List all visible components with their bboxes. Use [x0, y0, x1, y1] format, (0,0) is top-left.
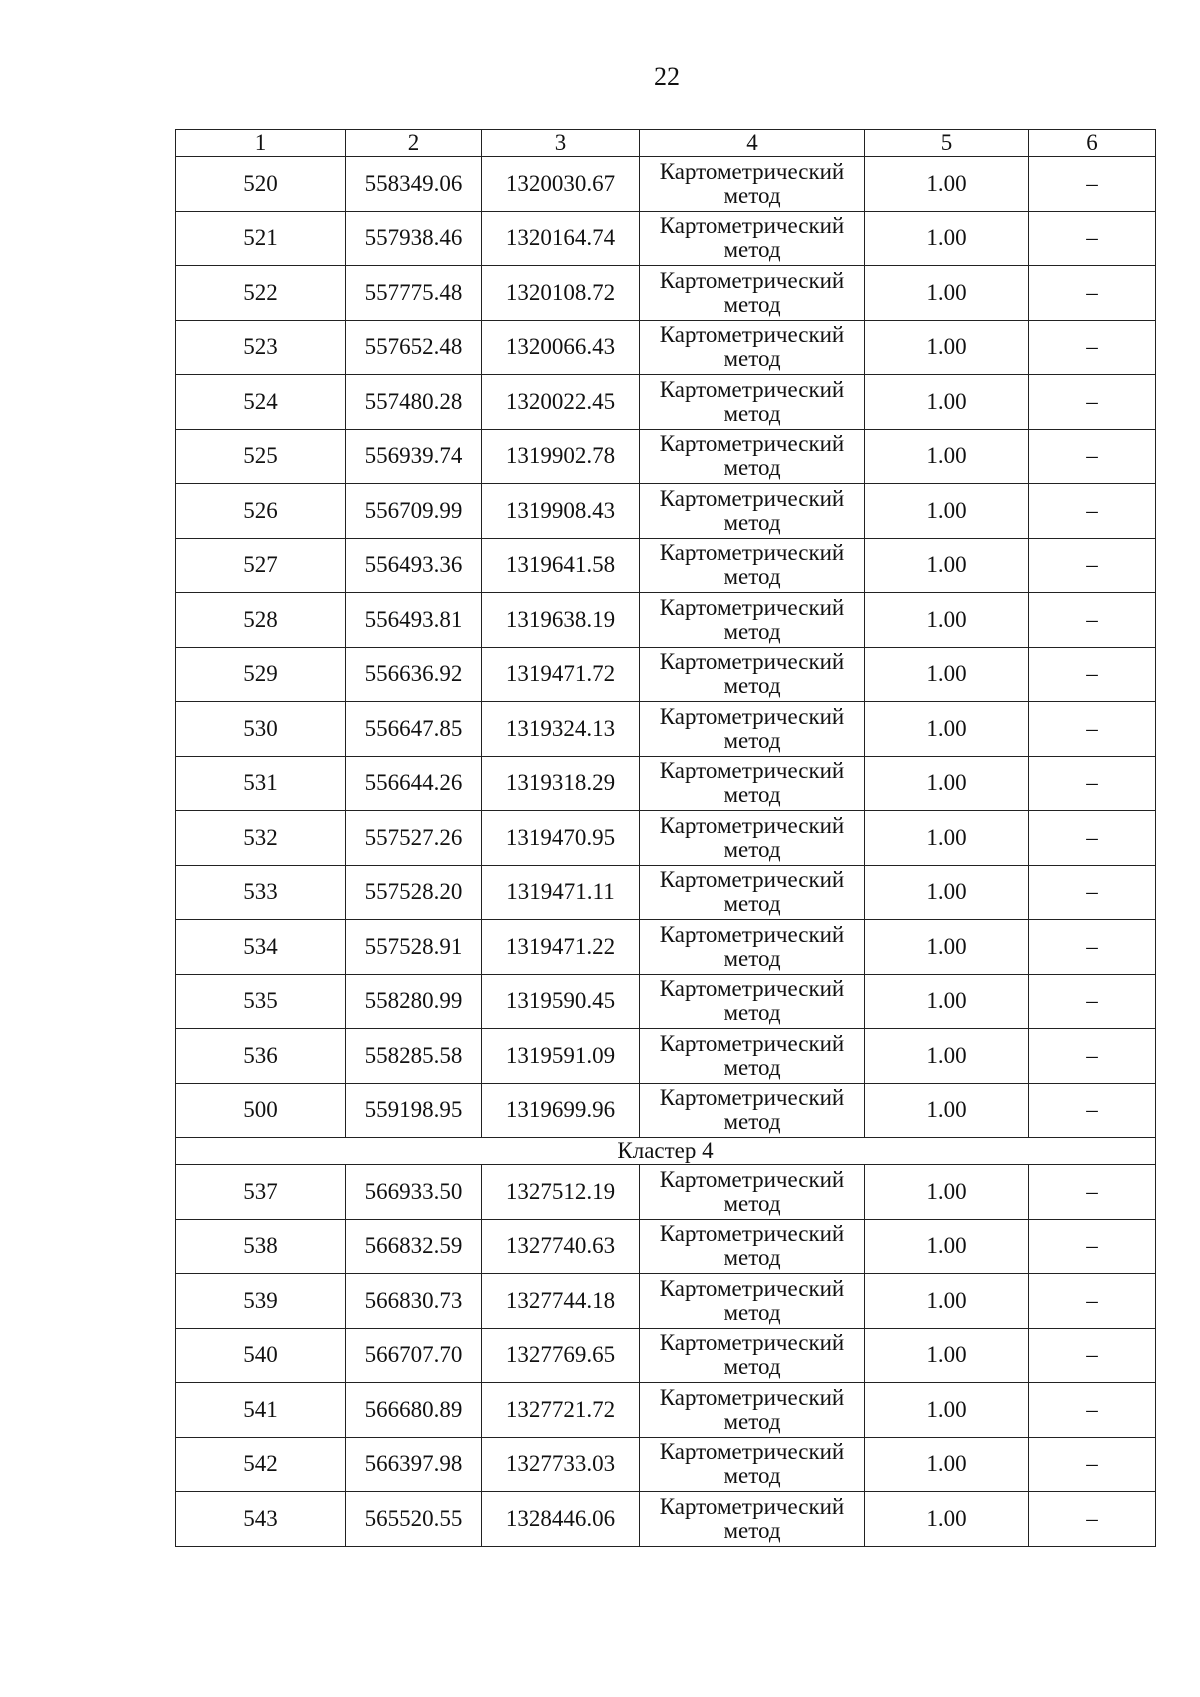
- method-line-1: Картометрический: [659, 267, 845, 293]
- accuracy-cell: 1.00: [865, 1383, 1029, 1438]
- table-row: [176, 211, 1156, 266]
- column-header: 6: [1029, 130, 1156, 157]
- method-line-2: метод: [723, 1408, 781, 1434]
- accuracy-cell: 1.00: [865, 1274, 1029, 1329]
- note-cell: –: [1029, 538, 1156, 593]
- note-cell: –: [1029, 920, 1156, 975]
- note-cell: –: [1029, 429, 1156, 484]
- point-number-cell: 536: [176, 1029, 346, 1084]
- x-coordinate-cell: 558349.06: [346, 157, 482, 212]
- table-row: [176, 1328, 1156, 1383]
- coordinates-table: [175, 129, 1156, 1547]
- point-number-cell: 532: [176, 811, 346, 866]
- method-cell: [640, 811, 865, 866]
- method-line-1: Картометрический: [659, 921, 845, 947]
- page-number: 22: [654, 62, 680, 91]
- x-coordinate-cell: 557527.26: [346, 811, 482, 866]
- y-coordinate-cell: 1319471.11: [482, 865, 640, 920]
- point-number-cell: 539: [176, 1274, 346, 1329]
- method-line-1: Картометрический: [659, 485, 845, 511]
- x-coordinate-cell: 557775.48: [346, 266, 482, 321]
- coordinates-table-body: [176, 130, 1156, 1547]
- point-number-cell: 523: [176, 320, 346, 375]
- x-coordinate-cell: 557528.20: [346, 865, 482, 920]
- method-line-2: метод: [723, 564, 781, 590]
- y-coordinate-cell: 1319699.96: [482, 1083, 640, 1138]
- accuracy-cell: 1.00: [865, 1083, 1029, 1138]
- method-line-1: Картометрический: [659, 1085, 845, 1111]
- note-cell: –: [1029, 1029, 1156, 1084]
- method-line-2: метод: [723, 1054, 781, 1080]
- x-coordinate-cell: 558285.58: [346, 1029, 482, 1084]
- accuracy-cell: 1.00: [865, 920, 1029, 975]
- method-cell: [640, 1274, 865, 1329]
- table-row: [176, 1083, 1156, 1138]
- column-header: 5: [865, 130, 1029, 157]
- accuracy-cell: 1.00: [865, 375, 1029, 430]
- method-cell: [640, 1437, 865, 1492]
- method-cell: [640, 1383, 865, 1438]
- accuracy-cell: 1.00: [865, 647, 1029, 702]
- method-line-2: метод: [723, 509, 781, 535]
- point-number-cell: 538: [176, 1219, 346, 1274]
- method-cell: [640, 211, 865, 266]
- point-number-cell: 522: [176, 266, 346, 321]
- method-cell: [640, 320, 865, 375]
- accuracy-cell: 1.00: [865, 1328, 1029, 1383]
- accuracy-cell: 1.00: [865, 702, 1029, 757]
- accuracy-cell: 1.00: [865, 1029, 1029, 1084]
- method-line-1: Картометрический: [659, 976, 845, 1002]
- note-cell: –: [1029, 1437, 1156, 1492]
- table-row: [176, 320, 1156, 375]
- accuracy-cell: 1.00: [865, 538, 1029, 593]
- y-coordinate-cell: 1319470.95: [482, 811, 640, 866]
- method-line-2: метод: [723, 1517, 781, 1543]
- method-cell: [640, 1165, 865, 1220]
- method-cell: [640, 429, 865, 484]
- method-line-1: Картометрический: [659, 1330, 845, 1356]
- method-line-1: Картометрический: [659, 703, 845, 729]
- point-number-cell: 529: [176, 647, 346, 702]
- y-coordinate-cell: 1319591.09: [482, 1029, 640, 1084]
- x-coordinate-cell: 566397.98: [346, 1437, 482, 1492]
- accuracy-cell: 1.00: [865, 1437, 1029, 1492]
- y-coordinate-cell: 1327721.72: [482, 1383, 640, 1438]
- method-line-1: Картометрический: [659, 1166, 845, 1192]
- method-line-2: метод: [723, 782, 781, 808]
- y-coordinate-cell: 1328446.06: [482, 1492, 640, 1547]
- method-line-1: Картометрический: [659, 376, 845, 402]
- x-coordinate-cell: 559198.95: [346, 1083, 482, 1138]
- table-row: [176, 593, 1156, 648]
- x-coordinate-cell: 557652.48: [346, 320, 482, 375]
- note-cell: –: [1029, 702, 1156, 757]
- method-line-1: Картометрический: [659, 812, 845, 838]
- x-coordinate-cell: 556709.99: [346, 484, 482, 539]
- note-cell: –: [1029, 266, 1156, 321]
- column-header: 3: [482, 130, 640, 157]
- note-cell: –: [1029, 484, 1156, 539]
- method-cell: [640, 538, 865, 593]
- method-cell: [640, 1219, 865, 1274]
- point-number-cell: 540: [176, 1328, 346, 1383]
- table-row: [176, 375, 1156, 430]
- point-number-cell: 531: [176, 756, 346, 811]
- note-cell: –: [1029, 375, 1156, 430]
- note-cell: –: [1029, 1165, 1156, 1220]
- table-header-row: [176, 130, 1156, 157]
- note-cell: –: [1029, 1492, 1156, 1547]
- method-line-2: метод: [723, 1245, 781, 1271]
- note-cell: –: [1029, 157, 1156, 212]
- point-number-cell: 537: [176, 1165, 346, 1220]
- point-number-cell: 534: [176, 920, 346, 975]
- x-coordinate-cell: 558280.99: [346, 974, 482, 1029]
- note-cell: –: [1029, 1383, 1156, 1438]
- accuracy-cell: 1.00: [865, 484, 1029, 539]
- method-line-1: Картометрический: [659, 649, 845, 675]
- cluster-heading-row: [176, 1138, 1156, 1165]
- table-row: [176, 1437, 1156, 1492]
- accuracy-cell: 1.00: [865, 266, 1029, 321]
- method-line-2: метод: [723, 346, 781, 372]
- x-coordinate-cell: 566832.59: [346, 1219, 482, 1274]
- method-line-2: метод: [723, 400, 781, 426]
- table-row: [176, 756, 1156, 811]
- accuracy-cell: 1.00: [865, 429, 1029, 484]
- column-header: 2: [346, 130, 482, 157]
- y-coordinate-cell: 1327733.03: [482, 1437, 640, 1492]
- x-coordinate-cell: 566830.73: [346, 1274, 482, 1329]
- table-row: [176, 1492, 1156, 1547]
- accuracy-cell: 1.00: [865, 865, 1029, 920]
- method-line-2: метод: [723, 182, 781, 208]
- point-number-cell: 541: [176, 1383, 346, 1438]
- method-line-1: Картометрический: [659, 1030, 845, 1056]
- table-row: [176, 1029, 1156, 1084]
- note-cell: –: [1029, 1274, 1156, 1329]
- x-coordinate-cell: 566707.70: [346, 1328, 482, 1383]
- method-line-2: метод: [723, 1354, 781, 1380]
- point-number-cell: 542: [176, 1437, 346, 1492]
- y-coordinate-cell: 1320022.45: [482, 375, 640, 430]
- method-cell: [640, 920, 865, 975]
- x-coordinate-cell: 556493.81: [346, 593, 482, 648]
- point-number-cell: 527: [176, 538, 346, 593]
- method-line-1: Картометрический: [659, 867, 845, 893]
- note-cell: –: [1029, 1219, 1156, 1274]
- point-number-cell: 526: [176, 484, 346, 539]
- x-coordinate-cell: 556939.74: [346, 429, 482, 484]
- table-row: [176, 1383, 1156, 1438]
- point-number-cell: 530: [176, 702, 346, 757]
- method-line-2: метод: [723, 1463, 781, 1489]
- accuracy-cell: 1.00: [865, 593, 1029, 648]
- y-coordinate-cell: 1320066.43: [482, 320, 640, 375]
- y-coordinate-cell: 1319641.58: [482, 538, 640, 593]
- accuracy-cell: 1.00: [865, 811, 1029, 866]
- accuracy-cell: 1.00: [865, 157, 1029, 212]
- note-cell: –: [1029, 865, 1156, 920]
- accuracy-cell: 1.00: [865, 320, 1029, 375]
- method-line-2: метод: [723, 237, 781, 263]
- method-line-2: метод: [723, 1190, 781, 1216]
- accuracy-cell: 1.00: [865, 1219, 1029, 1274]
- accuracy-cell: 1.00: [865, 1165, 1029, 1220]
- note-cell: –: [1029, 320, 1156, 375]
- method-line-2: метод: [723, 291, 781, 317]
- x-coordinate-cell: 557480.28: [346, 375, 482, 430]
- point-number-cell: 528: [176, 593, 346, 648]
- table-row: [176, 1165, 1156, 1220]
- note-cell: –: [1029, 593, 1156, 648]
- x-coordinate-cell: 566680.89: [346, 1383, 482, 1438]
- table-row: [176, 865, 1156, 920]
- method-line-1: Картометрический: [659, 594, 845, 620]
- method-cell: [640, 756, 865, 811]
- accuracy-cell: 1.00: [865, 756, 1029, 811]
- note-cell: –: [1029, 756, 1156, 811]
- method-line-2: метод: [723, 1000, 781, 1026]
- accuracy-cell: 1.00: [865, 1492, 1029, 1547]
- point-number-cell: 533: [176, 865, 346, 920]
- method-line-1: Картометрический: [659, 1275, 845, 1301]
- x-coordinate-cell: 557938.46: [346, 211, 482, 266]
- method-line-1: Картометрический: [659, 322, 845, 348]
- y-coordinate-cell: 1319902.78: [482, 429, 640, 484]
- method-line-1: Картометрический: [659, 1439, 845, 1465]
- table-row: [176, 811, 1156, 866]
- method-line-2: метод: [723, 891, 781, 917]
- point-number-cell: 524: [176, 375, 346, 430]
- y-coordinate-cell: 1319471.22: [482, 920, 640, 975]
- column-header: 1: [176, 130, 346, 157]
- method-cell: [640, 974, 865, 1029]
- note-cell: –: [1029, 647, 1156, 702]
- method-line-1: Картометрический: [659, 431, 845, 457]
- method-cell: [640, 1328, 865, 1383]
- y-coordinate-cell: 1320108.72: [482, 266, 640, 321]
- point-number-cell: 535: [176, 974, 346, 1029]
- method-line-1: Картометрический: [659, 1384, 845, 1410]
- table-row: [176, 1274, 1156, 1329]
- method-cell: [640, 593, 865, 648]
- method-cell: [640, 1083, 865, 1138]
- note-cell: –: [1029, 974, 1156, 1029]
- y-coordinate-cell: 1327512.19: [482, 1165, 640, 1220]
- note-cell: –: [1029, 1083, 1156, 1138]
- method-line-1: Картометрический: [659, 1221, 845, 1247]
- point-number-cell: 525: [176, 429, 346, 484]
- y-coordinate-cell: 1319324.13: [482, 702, 640, 757]
- table-row: [176, 1219, 1156, 1274]
- method-cell: [640, 865, 865, 920]
- method-cell: [640, 266, 865, 321]
- method-line-2: метод: [723, 455, 781, 481]
- table-row: [176, 484, 1156, 539]
- table-row: [176, 538, 1156, 593]
- method-line-1: Картометрический: [659, 213, 845, 239]
- note-cell: –: [1029, 211, 1156, 266]
- method-cell: [640, 375, 865, 430]
- method-line-2: метод: [723, 945, 781, 971]
- table-row: [176, 974, 1156, 1029]
- cluster-heading: Кластер 4: [176, 1138, 1156, 1165]
- note-cell: –: [1029, 1328, 1156, 1383]
- method-line-1: Картометрический: [659, 540, 845, 566]
- y-coordinate-cell: 1327740.63: [482, 1219, 640, 1274]
- point-number-cell: 500: [176, 1083, 346, 1138]
- y-coordinate-cell: 1327769.65: [482, 1328, 640, 1383]
- x-coordinate-cell: 556647.85: [346, 702, 482, 757]
- y-coordinate-cell: 1319318.29: [482, 756, 640, 811]
- method-line-2: метод: [723, 618, 781, 644]
- method-cell: [640, 1492, 865, 1547]
- y-coordinate-cell: 1320030.67: [482, 157, 640, 212]
- y-coordinate-cell: 1319908.43: [482, 484, 640, 539]
- method-cell: [640, 702, 865, 757]
- accuracy-cell: 1.00: [865, 974, 1029, 1029]
- method-line-1: Картометрический: [659, 158, 845, 184]
- method-cell: [640, 484, 865, 539]
- method-line-2: метод: [723, 836, 781, 862]
- accuracy-cell: 1.00: [865, 211, 1029, 266]
- x-coordinate-cell: 556493.36: [346, 538, 482, 593]
- method-line-2: метод: [723, 1299, 781, 1325]
- table-row: [176, 266, 1156, 321]
- table-row: [176, 920, 1156, 975]
- method-line-2: метод: [723, 727, 781, 753]
- note-cell: –: [1029, 811, 1156, 866]
- y-coordinate-cell: 1319590.45: [482, 974, 640, 1029]
- point-number-cell: 520: [176, 157, 346, 212]
- x-coordinate-cell: 557528.91: [346, 920, 482, 975]
- y-coordinate-cell: 1320164.74: [482, 211, 640, 266]
- method-line-1: Картометрический: [659, 1493, 845, 1519]
- x-coordinate-cell: 556644.26: [346, 756, 482, 811]
- method-line-2: метод: [723, 1109, 781, 1135]
- method-line-1: Картометрический: [659, 758, 845, 784]
- x-coordinate-cell: 565520.55: [346, 1492, 482, 1547]
- x-coordinate-cell: 566933.50: [346, 1165, 482, 1220]
- table-row: [176, 647, 1156, 702]
- y-coordinate-cell: 1319471.72: [482, 647, 640, 702]
- x-coordinate-cell: 556636.92: [346, 647, 482, 702]
- y-coordinate-cell: 1327744.18: [482, 1274, 640, 1329]
- method-cell: [640, 1029, 865, 1084]
- table-row: [176, 429, 1156, 484]
- y-coordinate-cell: 1319638.19: [482, 593, 640, 648]
- column-header: 4: [640, 130, 865, 157]
- table-row: [176, 702, 1156, 757]
- method-cell: [640, 157, 865, 212]
- point-number-cell: 521: [176, 211, 346, 266]
- point-number-cell: 543: [176, 1492, 346, 1547]
- method-line-2: метод: [723, 673, 781, 699]
- table-row: [176, 157, 1156, 212]
- method-cell: [640, 647, 865, 702]
